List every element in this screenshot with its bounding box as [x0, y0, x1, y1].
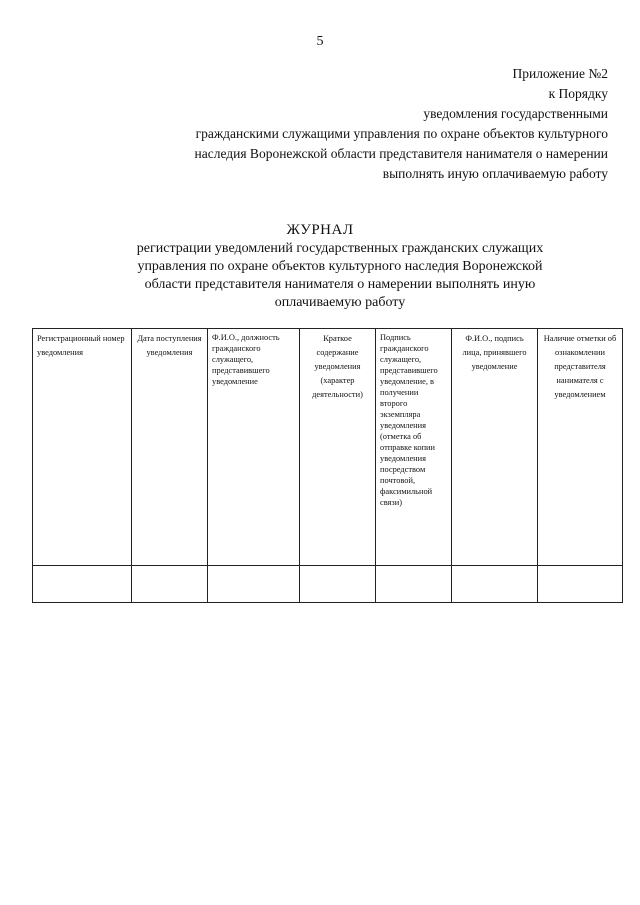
subtitle-line: регистрации уведомлений государственных гражданских служащих — [136, 241, 544, 256]
appendix-line: уведомления государственными — [423, 106, 608, 121]
table-cell — [452, 566, 538, 603]
appendix-line: наследия Воронежской области представителя нанимателя о намерении — [194, 146, 608, 161]
journal-subtitle — [80, 240, 600, 312]
table-cell — [376, 566, 452, 603]
page-number: 5 — [316, 34, 324, 49]
table-cell — [538, 566, 623, 603]
table-row — [33, 566, 623, 603]
header-cell: Дата поступления уведомления — [132, 329, 208, 566]
journal-title: ЖУРНАЛ — [286, 222, 354, 238]
table-cell — [33, 566, 132, 603]
appendix-line: к Порядку — [548, 86, 608, 101]
header-cell: Ф.И.О., подпись лица, принявшего уведомление — [452, 329, 538, 566]
appendix-line: гражданскими служащими управления по охране объектов культурного — [195, 126, 608, 141]
header-cell: Наличие отметки об ознакомлении представителя нанимателя с уведомлением — [538, 329, 623, 566]
appendix-heading — [128, 64, 608, 184]
appendix-line: выполнять иную оплачиваемую работу — [382, 166, 608, 181]
header-cell: Регистрационный номер уведомления — [33, 329, 132, 566]
subtitle-line: оплачиваемую работу — [274, 295, 406, 310]
header-cell: Ф.И.О., должность гражданского служащего, представившего уведомление — [208, 329, 300, 566]
header-cell: Подпись гражданского служащего, представившего уведомление, в получении второго экземпляра уведомления (отметка об отправке копии уведомления посредством почтовой, факсимильной связи) — [376, 329, 452, 566]
header-cell: Краткое содержание уведомления (характер деятельности) — [300, 329, 376, 566]
subtitle-line: управления по охране объектов культурного наследия Воронежской — [137, 259, 543, 274]
registration-table — [32, 328, 623, 603]
table-cell — [208, 566, 300, 603]
table-header-row — [33, 329, 623, 566]
subtitle-line: области представителя нанимателя о намерении выполнять иную — [144, 277, 536, 292]
appendix-line: Приложение №2 — [512, 66, 608, 81]
table-cell — [300, 566, 376, 603]
table-cell — [132, 566, 208, 603]
